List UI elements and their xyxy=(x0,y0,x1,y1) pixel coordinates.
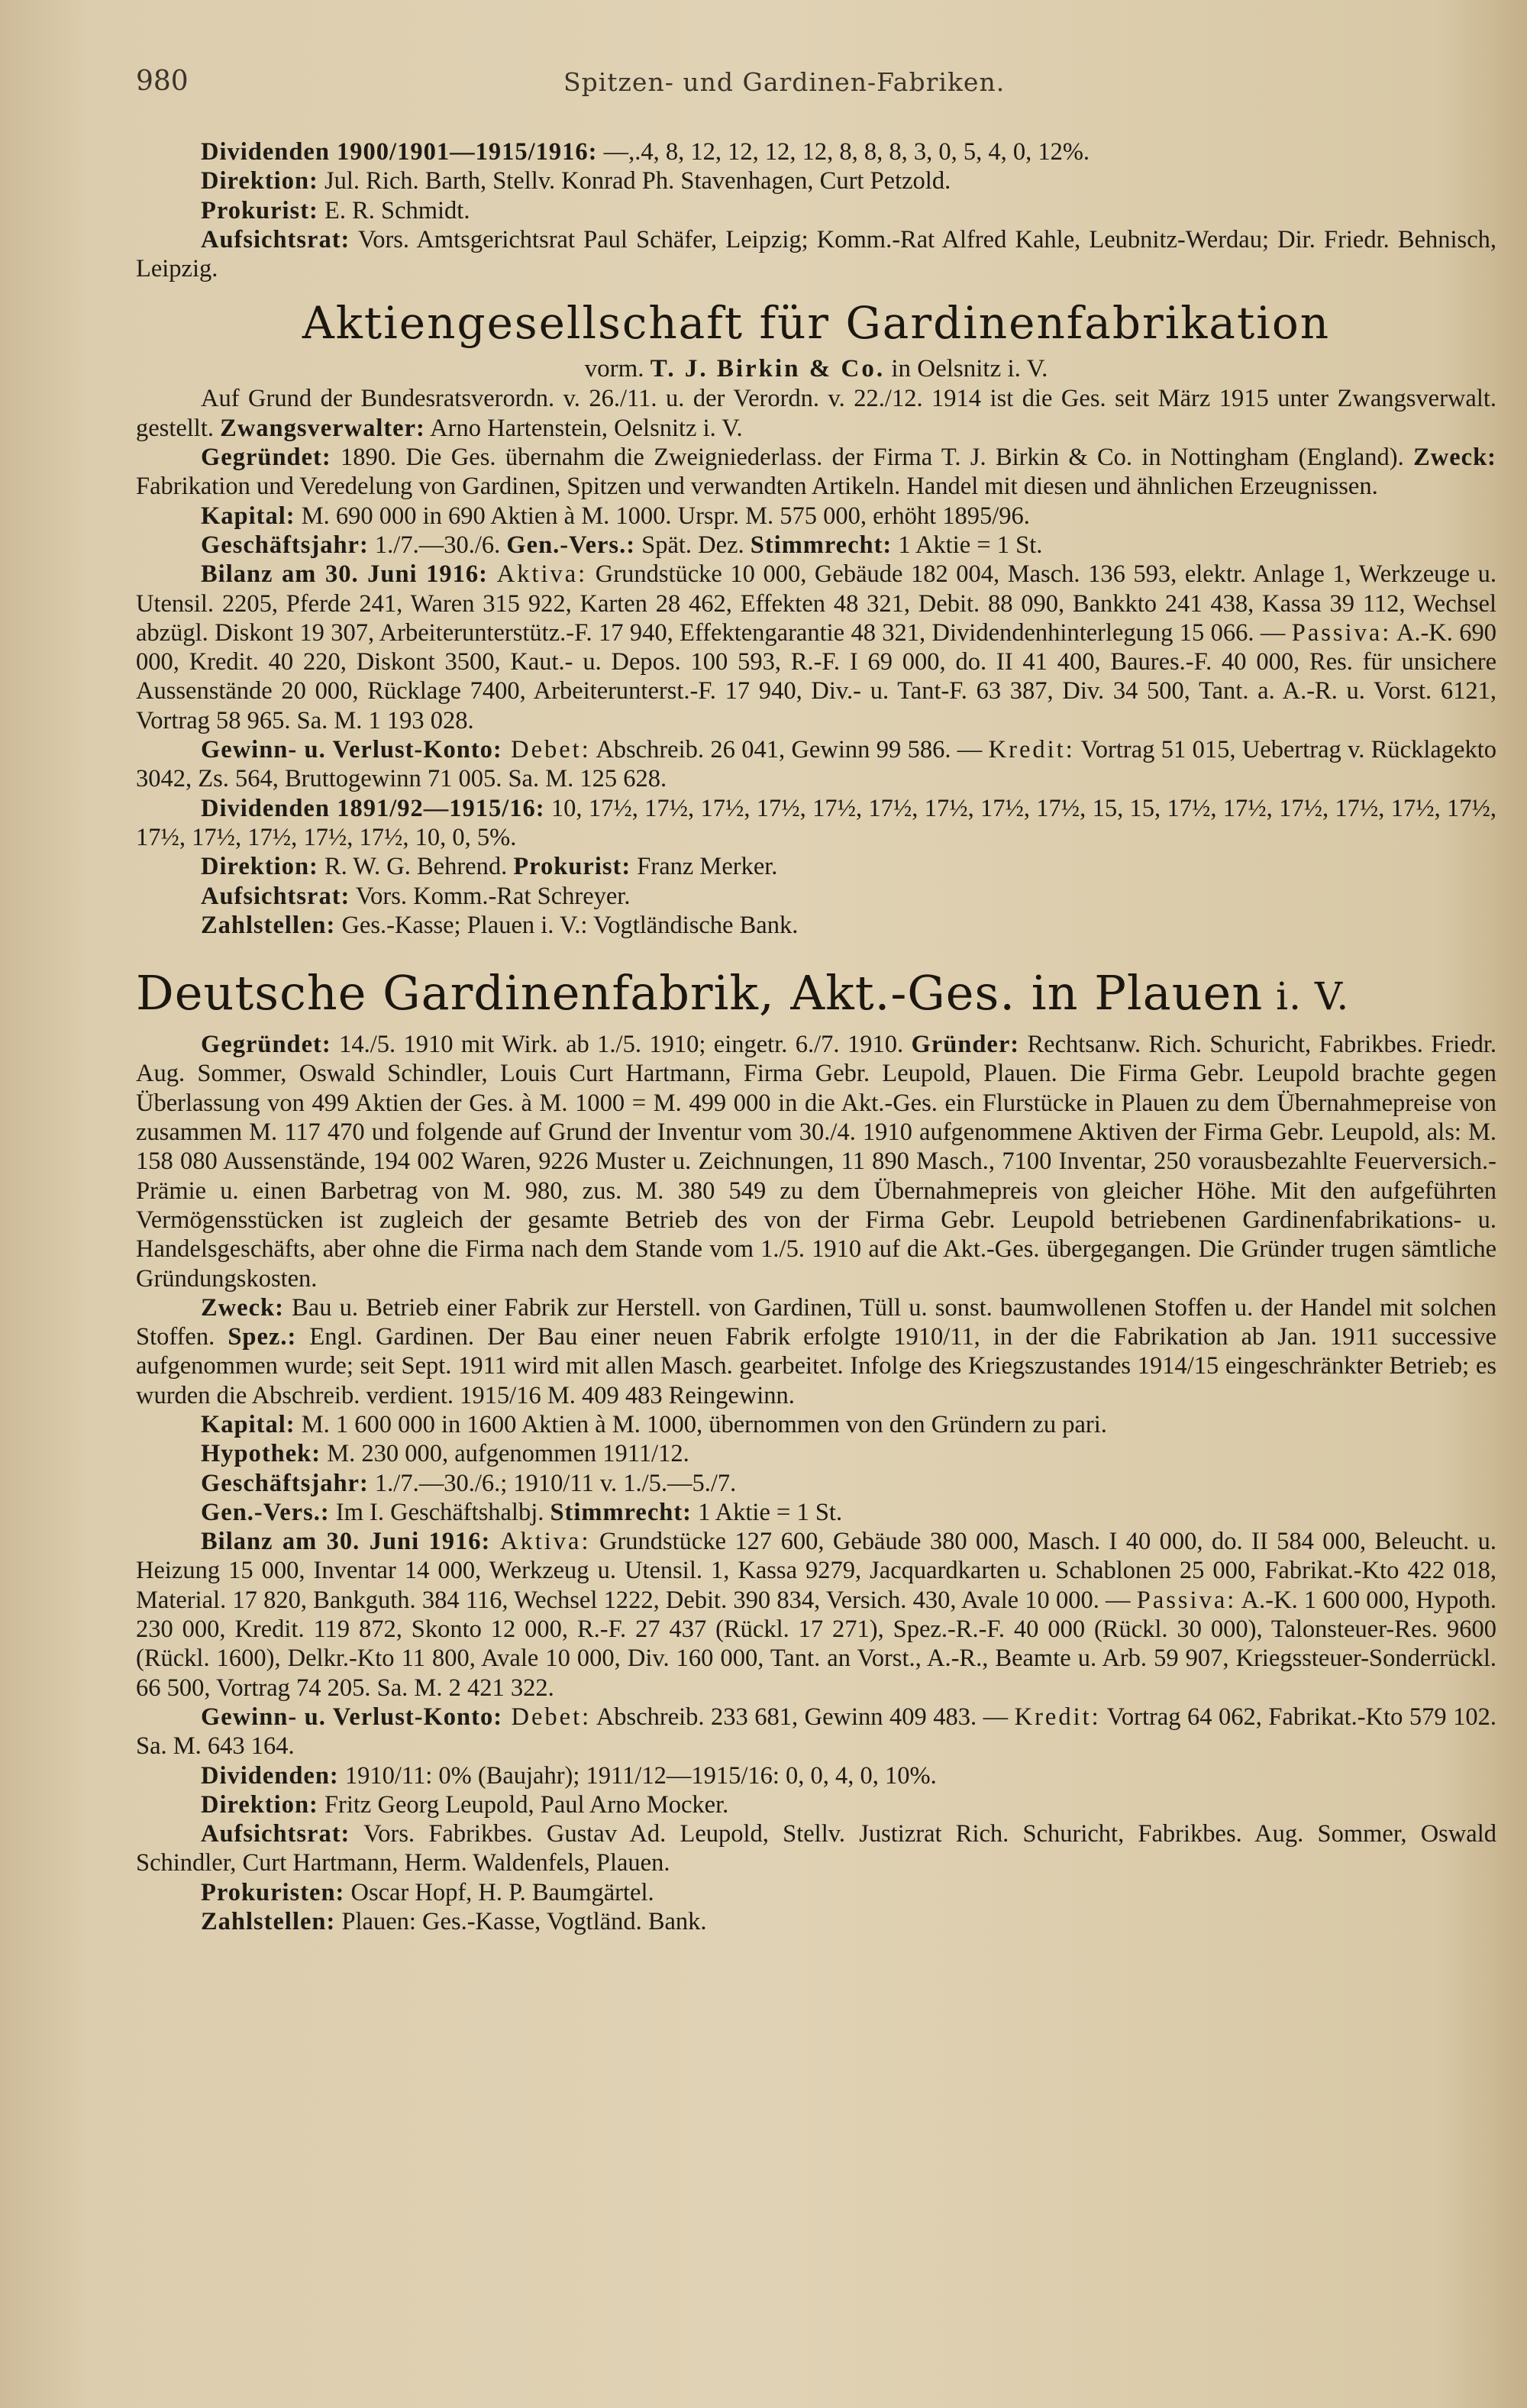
dg-zahlstellen: Zahlstellen: Plauen: Ges.-Kasse, Vogtländ. Bank. xyxy=(201,1908,707,1936)
page-number: 980 xyxy=(136,66,189,97)
dg-gegruendet: Gegründet: 14./5. 1910 mit Wirk. ab 1./5. 1910; eingetr. 6./7. 1910. Gründer: Rechtsanw. Rich. Schuricht, Fabrikbes. Friedr. Aug. Sommer, Oswald Schindler, Louis Curt Hartmann, Firma Gebr. Leupold, Plauen. Die Firma Gebr. Leupold brachte gegen Überlassung von 499 Aktien der Ges. à M. 1000 = M. 499 000 in die Akt.-Ges. ein Flurstücke in Plauen zu dem Übernahmepreise von zusammen M. 117 470 und folgende auf Grund der Inventur vom 30./4. 1910 aufgenommene Aktiven der Firma Gebr. Leupold, als: M. 158 080 Aussenstände, 194 002 Waren, 9226 Muster u. Zeichnungen, 11 890 Masch., 7100 Inventar, 250 vorausbezahlte Feuerversich.-Prämie u. einen Barbetrag von M. 980, zus. M. 380 549 zu dem Übernahmepreis von gleicher Höhe. Mit den aufgeführten Vermögensstücken ist zugleich der gesamte Betrieb des von der Firma Gebr. Leupold betriebenen Gardinenfabrikations- u. Handelsgeschäfts, aber ohne die Firma nach dem Stande vom 1./5. 1910 auf die Akt.-Ges. übergegangen. Die Gründer trugen sämtliche Gründungskosten. xyxy=(136,1031,1496,1293)
dg-dividenden: Dividenden: 1910/11: 0% (Baujahr); 1911/12—1915/16: 0, 0, 4, 0, 10%. xyxy=(201,1761,937,1790)
dg-geschaeftsjahr: Geschäftsjahr: 1./7.—30./6.; 1910/11 v. 1./5.—5./7. xyxy=(201,1469,737,1497)
dg-direktion: Direktion: Fritz Georg Leupold, Paul Arno Mocker. xyxy=(201,1790,729,1819)
prev-dividends: Dividenden 1900/1901—1915/1916: —,.4, 8, 12, 12, 12, 12, 8, 8, 8, 3, 0, 5, 4, 0, 12%. xyxy=(201,138,1090,166)
birkin-kapital: Kapital: M. 690 000 in 690 Aktien à M. 1000. Urspr. M. 575 000, erhöht 1895/96. xyxy=(201,502,1030,530)
dg-hypothek: Hypothek: M. 230 000, aufgenommen 1911/12. xyxy=(201,1440,689,1468)
dg-prokuristen: Prokuristen: Oscar Hopf, H. P. Baumgärtel. xyxy=(201,1878,654,1906)
company-subtitle-birkin: vorm. T. J. Birkin & Co. in Oelsnitz i. V. xyxy=(584,355,1048,383)
birkin-gegruendet: Gegründet: 1890. Die Ges. übernahm die Zweigniederlass. der Firma T. J. Birkin & Co. in Nottingham (England). Zweck: Fabrikation und Veredelung von Gardinen, Spitzen und verwandten Artikeln. Handel mit diesen und ähnlichen Erzeugnissen. xyxy=(136,444,1496,501)
main-column xyxy=(136,137,1496,1936)
prev-aufsichtsrat: Aufsichtsrat: Vors. Amtsgerichtsrat Paul Schäfer, Leipzig; Komm.-Rat Alfred Kahle, Leubnitz-Werdau; Dir. Friedr. Behnisch, Leipzig. xyxy=(136,225,1496,283)
company-title-birkin: Aktiengesellschaft für Gardinenfabrikation xyxy=(302,297,1331,350)
birkin-dividenden: Dividenden 1891/92—1915/16: 10, 17½, 17½, 17½, 17½, 17½, 17½, 17½, 17½, 17½, 15, 15, 17½, 17½, 17½, 17½, 17½, 17½, 17½, 17½, 17½, 17½, 17½, 10, 0, 5%. xyxy=(136,794,1497,851)
birkin-aufsichtsrat: Aufsichtsrat: Vors. Komm.-Rat Schreyer. xyxy=(201,882,631,910)
dg-gewinn-verlust: Gewinn- u. Verlust-Konto: Debet: Abschreib. 233 681, Gewinn 409 483. — Kredit: Vortrag 64 062, Fabrikat.-Kto 579 102. Sa. M. 643 164. xyxy=(136,1703,1496,1761)
dg-aufsichtsrat: Aufsichtsrat: Vors. Fabrikbes. Gustav Ad. Leupold, Stellv. Justizrat Rich. Schuricht, Fabrikbes. Aug. Sommer, Oswald Schindler, Curt Hartmann, Herm. Waldenfels, Plauen. xyxy=(136,1820,1496,1877)
dg-bilanz: Bilanz am 30. Juni 1916: Aktiva: Grundstücke 127 600, Gebäude 380 000, Masch. I 40 000, do. II 584 000, Beleucht. u. Heizung 15 000, Inventar 14 000, Werkzeug u. Utensil. 1, Kassa 9279, Jacquardkarten u. Schablonen 25 000, Fabrikat.-Kto 422 018, Material. 17 820, Bankguth. 384 116, Wechsel 1222, Debit. 390 834, Versich. 430, Avale 10 000. — Passiva: A.-K. 1 600 000, Hypoth. 230 000, Kredit. 119 872, Skonto 12 000, R.-F. 27 437 (Rückl. 17 271), Spez.-R.-F. 40 000 (Rückl. 30 000), Talonsteuer-Res. 9600 (Rückl. 1600), Delkr.-Kto 11 800, Avale 10 000, Div. 160 000, Tant. an Vorst., A.-R., Beamte u. Arb. 59 907, Kriegssteuer-Sonderrückl. 66 500, Vortrag 74 205. Sa. M. 2 421 322. xyxy=(136,1528,1496,1702)
prev-prokurist: Prokurist: E. R. Schmidt. xyxy=(201,196,470,224)
company-title-deutsche-gardinenfabrik: Deutsche Gardinenfabrik, Akt.-Ges. in Plauen i. V. xyxy=(136,965,1350,1022)
dg-kapital: Kapital: M. 1 600 000 in 1600 Aktien à M. 1000, übernommen von den Gründern zu pari. xyxy=(201,1410,1107,1438)
birkin-direktion: Direktion: R. W. G. Behrend. Prokurist: Franz Merker. xyxy=(201,853,778,881)
prev-direktion: Direktion: Jul. Rich. Barth, Stellv. Konrad Ph. Stavenhagen, Curt Petzold. xyxy=(201,167,951,195)
running-title: Spitzen- und Gardinen-Fabriken. xyxy=(563,67,1006,97)
dg-zweck: Zweck: Bau u. Betrieb einer Fabrik zur Herstell. von Gardinen, Tüll u. sonst. baumwollenen Stoffen u. der Handel mit solchen Stoffen. Spez.: Engl. Gardinen. Der Bau einer neuen Fabrik erfolgte 1910/11, in der die Fabrikation ab Jan. 1911 successive aufgenommen wurde; seit Sept. 1911 wird mit allen Masch. gearbeitet. Infolge des Kriegszustandes 1914/15 eingeschränkter Betrieb; es wurden die Abschreib. verdient. 1915/16 M. 409 483 Reingewinn. xyxy=(136,1293,1496,1409)
birkin-zwangsverwaltung: Auf Grund der Bundesratsverordn. v. 26./11. u. der Verordn. v. 22./12. 1914 ist die Ges. seit März 1915 unter Zwangsverwalt. gestellt. Zwangsverwalter: Arno Hartenstein, Oelsnitz i. V. xyxy=(136,385,1496,442)
dg-gen-vers: Gen.-Vers.: Im I. Geschäftshalbj. Stimmrecht: 1 Aktie = 1 St. xyxy=(201,1498,843,1526)
birkin-geschaeftsjahr: Geschäftsjahr: 1./7.—30./6. Gen.-Vers.: Spät. Dez. Stimmrecht: 1 Aktie = 1 St. xyxy=(201,531,1043,559)
birkin-bilanz: Bilanz am 30. Juni 1916: Aktiva: Grundstücke 10 000, Gebäude 182 004, Masch. 136 593, elektr. Anlage 1, Werkzeuge u. Utensil. 2205, Pferde 241, Waren 315 922, Karten 28 462, Effekten 48 321, Debit. 88 090, Bankkto 241 438, Kassa 39 112, Wechsel abzügl. Diskont 19 307, Arbeiterunterstütz.-F. 17 940, Effektengarantie 48 321, Dividendenhinterlegung 15 066. — Passiva: A.-K. 690 000, Kredit. 40 220, Diskont 3500, Kaut.- u. Depos. 100 593, R.-F. I 69 000, do. II 41 400, Baures.-F. 40 000, Res. für unsichere Aussenstände 20 000, Rücklage 7400, Arbeiterunterst.-F. 17 940, Div.- u. Tant-F. 63 387, Div. 34 500, Tant. a. A.-R. u. Vorst. 6121, Vortrag 58 965. Sa. M. 1 193 028. xyxy=(136,560,1496,734)
birkin-zahlstellen: Zahlstellen: Ges.-Kasse; Plauen i. V.: Vogtländische Bank. xyxy=(201,911,799,939)
page-header xyxy=(136,66,1495,111)
birkin-gewinn-verlust: Gewinn- u. Verlust-Konto: Debet: Abschreib. 26 041, Gewinn 99 586. — Kredit: Vortrag 51 015, Uebertrag v. Rücklagekto 3042, Zs. 564, Bruttogewinn 71 005. Sa. M. 125 628. xyxy=(136,736,1496,793)
